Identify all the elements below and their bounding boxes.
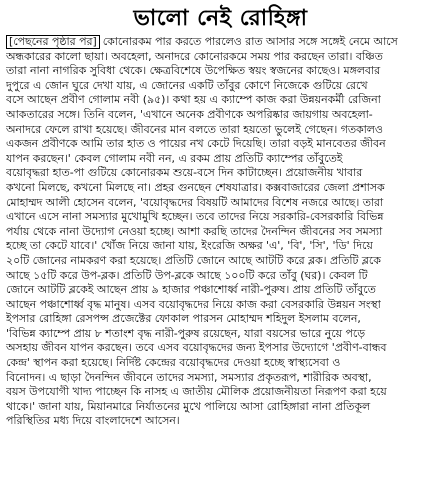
- article-line-text: পর্যায় থেকে নানা উদ্যোগ নেওয়া হচ্ছে। আশা করছি তাদের দৈনন্দিন জীবনের সব সমস্যা: [6, 224, 383, 238]
- article-line-text: থাকে।' জানা যায়, মিয়ানমারে নির্যাতনের মুখে পালিয়ে আসা রোহিঙ্গারা নানা প্রতিকূল: [6, 399, 371, 413]
- article-line-text: কোনোরকম পার করতে পারলেও রাত আসার সঙ্গে সঙ্গেই নেমে আসে: [102, 35, 398, 48]
- article-line: [6, 269, 435, 284]
- article-line-text: বিনোদন। এ ছাড়া দৈনন্দিন জীবনে তাদের সমস্যা, সমস্যার প্রকৃতরূপ, শারীরিক অবস্থা,: [6, 370, 372, 384]
- article-line-text: আছেন পঞ্চাশোর্ধ্ব বৃদ্ধ মানুষ। এসব বয়োবৃদ্ধদের নিয়ে কাজ করা বেসরকারি উন্নয়ন সংস্থা: [6, 297, 381, 311]
- headline: ভালো নেই রোহিঙ্গা: [133, 5, 308, 31]
- article-line: [6, 137, 435, 152]
- article-line-text: অনাদরে ফেলে রাখা হয়েছে। জীবনের মান বলতে তারা হয়তো ভুলেই গেছেন। গতকালও: [6, 122, 383, 136]
- article-line: [6, 341, 435, 356]
- article-body: [6, 35, 435, 429]
- article-line-text: এখানে এসে নানা সমস্যার মুখোমুখি হচ্ছেন। তবে তাদের নিয়ে সরকারি-বেসরকারি বিভিন্ন: [6, 210, 384, 224]
- article-line-text: বসে আছেন প্রবীণ গোলাম নবী (৯৫)। কথা হয় এ ক্যাম্পে কাজ করা উন্নয়নকর্মী রেজিনা: [6, 93, 381, 107]
- article-line-text: যাপন করছেন।' কেবল গোলাম নবী নন, এ রকম প্রায় প্রতিটি ক্যাম্পের তাঁবুতেই: [6, 151, 343, 165]
- article-line-text: আছে ১৫টি করে উপ-ব্লক। প্রতিটি উপ-ব্লকে আছে ১০০টি করে তাঁবু (ঘর)। কেবল টি: [6, 268, 368, 282]
- article-line: [6, 400, 435, 415]
- article-line: [6, 327, 435, 342]
- article-line-text: বয়স উপযোগী খাদ্য পাচ্ছেন কি নাসহ এ জাতীয় মৌলিক প্রয়োজনীয়তা নিরূপণ করা হয়ে: [6, 385, 387, 399]
- article-line: [6, 108, 435, 123]
- article-line-text: দুপুরে এ জোন ঘুরে দেখা যায়, এ জোনের একটি তাঁবুর কোণে নিজেকে গুটিয়ে রেখে: [6, 78, 368, 92]
- article-line-text: জোনে আটটি ব্লকেই আছেন প্রায় ৯ হাজার পঞ্চাশোর্ধ্ব নারী-পুরুষ। প্রায় প্রতিটি তাঁবুতে: [6, 283, 376, 297]
- article-line: [6, 64, 435, 79]
- article-line: [6, 283, 435, 298]
- article-line: [6, 152, 435, 167]
- article-line-text: পরিস্থিতির মধ্য দিয়ে বাংলাদেশে আসেন।: [6, 414, 180, 428]
- article-line-text: মোহাম্মদ আলী হোসেন বলেন, 'বয়োবৃদ্ধদের বিষয়টি আমাদের বিশেষ নজরে আছে। তারা: [6, 195, 384, 209]
- article-line: [6, 35, 435, 50]
- article-line-text: বয়োবৃদ্ধরা হাত-পা গুটিয়ে কোনোরকম শুয়ে-বসে দিন কাটাচ্ছেন। প্রয়োজনীয় খাবার: [6, 166, 363, 180]
- article-line-text: অসহায় জীবন যাপন করছেন। তবে এসব বয়োবৃদ্ধদের জন্য ইপসার উদ্যোগে 'প্রবীণ-বান্ধব: [6, 341, 387, 355]
- article-line-text: 'বিভিন্ন ক্যাম্পে প্রায় ৮ শতাংশ বৃদ্ধ নারী-পুরুষ রয়েছেন, যারা বয়সের ভারে নুয়ে পড়ে: [6, 326, 366, 340]
- article-line: [6, 225, 435, 240]
- article-line-text: একজন প্রবীণকে আমি তার হাত ও পায়ের নখ কেটে দিয়েছি। তারা বড়ই মানবেতর জীবন: [6, 137, 386, 151]
- article-line: [6, 371, 435, 386]
- article-line-text: অন্ধকারের কালো ছায়া। অবহেলা, অনাদরে কোনোরকমে সময় পার করছেন তারা। বঞ্চিত: [6, 49, 383, 63]
- article-line-text: হচ্ছে তা কেটে যাবে।' খোঁজ নিয়ে জানা যায়, ইংরেজি অক্ষর 'এ', 'বি', 'সি', 'ডি' দিয়ে: [6, 239, 373, 253]
- article-line: [6, 414, 435, 429]
- article-line: [6, 312, 435, 327]
- article-line: [6, 166, 435, 181]
- article-line: [6, 298, 435, 313]
- article-line: [6, 50, 435, 65]
- article-line: [6, 181, 435, 196]
- article-line: [6, 196, 435, 211]
- article-line: [6, 385, 435, 400]
- continued-from-tag: [পেছনের পৃষ্ঠার পর]: [6, 35, 100, 49]
- article-line-text: কেন্দ্র' স্থাপন করা হয়েছে। নির্দিষ্ট কেন্দ্রের বয়োবৃদ্ধদের দেওয়া হচ্ছে স্বাস্থ্যসেবা ও: [6, 356, 341, 370]
- article-line-text: কখনো মিলছে, কখনো মিলছে না। প্রহর গুনছেন শেষযাত্রার। কক্সবাজারের জেলা প্রশাসক: [6, 180, 385, 194]
- article-line: [6, 210, 435, 225]
- article-line: [6, 356, 435, 371]
- article-line: [6, 254, 435, 269]
- article-line-text: ইপসার রোহিঙ্গা রেসপন্স প্রজেক্টের ফোকাল পারসন মোহাম্মদ শহিদুল ইসলাম বলেন,: [6, 312, 361, 326]
- article-line-text: ২০টি জোনের নামকরণ করা হয়েছে। প্রতিটি জোনে আছে আটটি করে ব্লক। প্রতিটি ব্লকে: [6, 253, 381, 267]
- article-line-text: তারা নানা নাগরিক সুবিধা থেকে। ক্ষেত্রবিশেষে উপেক্ষিত স্বয়ং স্বজনের কাছেও। মঙ্গলবার: [6, 64, 381, 78]
- article-line: [6, 79, 435, 94]
- article-line: [6, 93, 435, 108]
- article-line-text: আকতারের সঙ্গে। তিনি বলেন, 'এখানে অনেক প্রবীণকে অপরিষ্কার জায়গায় অবহেলা-: [6, 107, 373, 121]
- article-line: [6, 123, 435, 138]
- article-line: [6, 239, 435, 254]
